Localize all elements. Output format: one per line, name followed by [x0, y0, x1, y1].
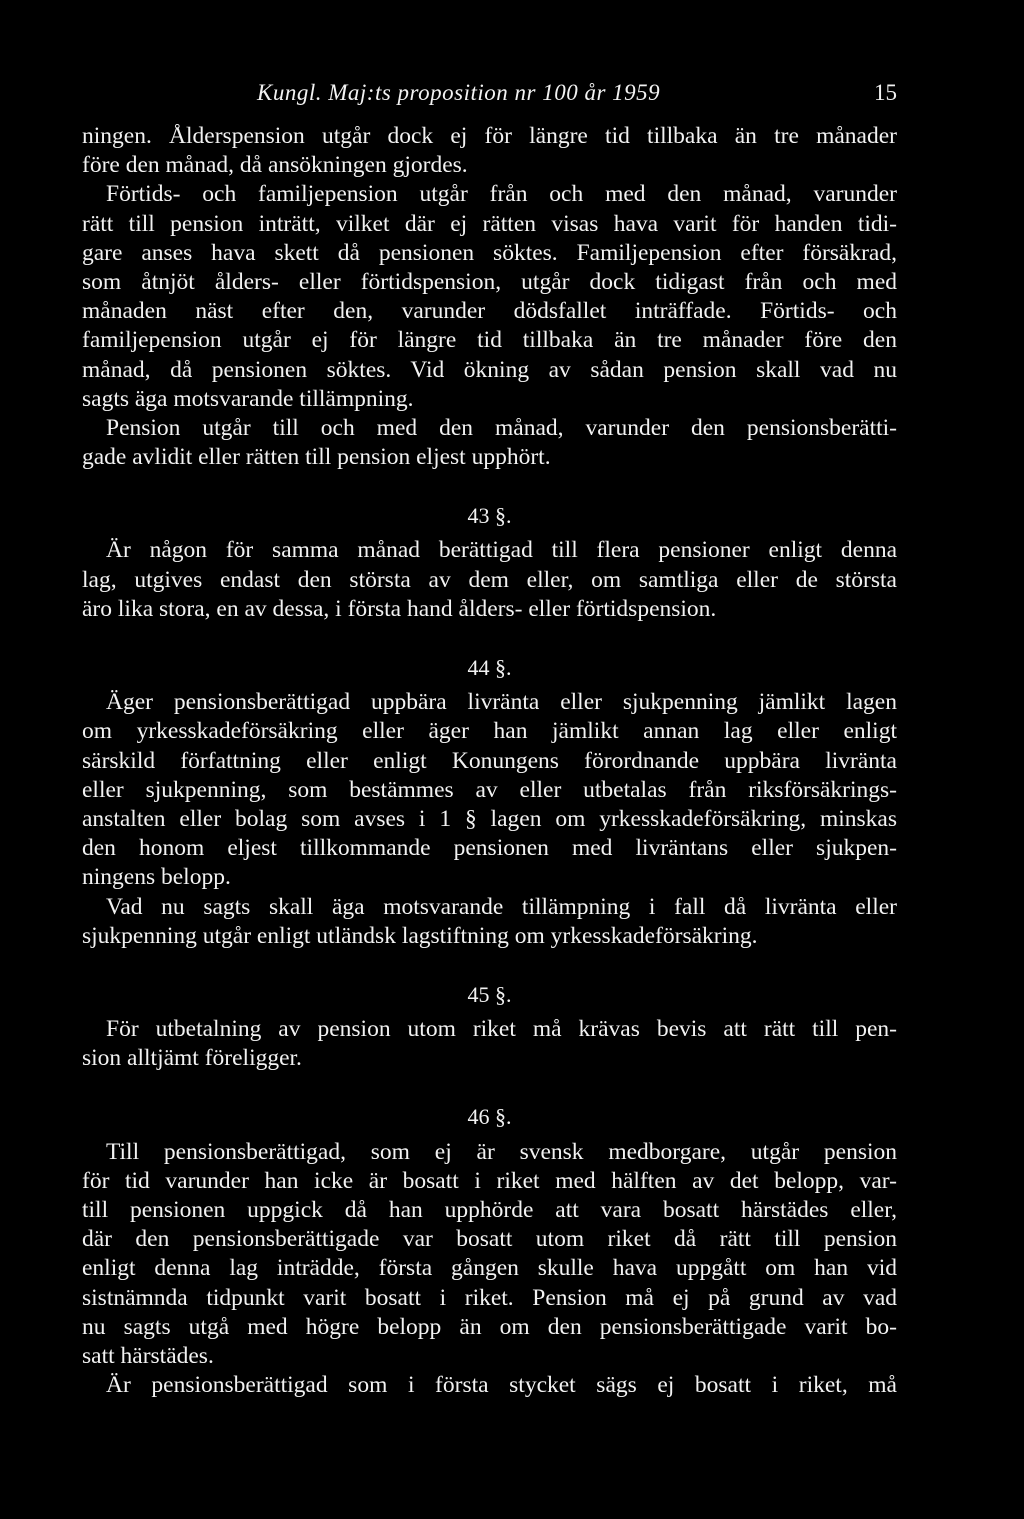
text-line: där den pensionsberättigade var bosatt utom riket då rätt till pension	[82, 1226, 897, 1253]
text-line: sagts äga motsvarande tillämpning.	[82, 385, 414, 412]
text-line: sistnämnda tidpunkt varit bosatt i riket. Pension må ej på grund av vad	[82, 1284, 897, 1311]
body-text	[82, 122, 897, 1400]
text-line: eller sjukpenning, som bestämmes av eller utbetalas från riksförsäkrings-	[82, 776, 897, 803]
text-line: äro lika stora, en av dessa, i första hand ålders- eller förtidspension.	[82, 595, 717, 622]
text-line: månaden näst efter den, varunder dödsfallet inträffade. Förtids- och	[82, 298, 897, 325]
section-heading-45: 45 §.	[467, 981, 512, 1007]
text-line: Äger pensionsberättigad uppbära livränta eller sjukpenning jämlikt lagen	[106, 689, 897, 716]
page-number: 15	[874, 80, 897, 105]
text-line: särskild författning eller enligt Konungens förordnande uppbära livränta	[82, 747, 897, 774]
text-line: som åtnjöt ålders- eller förtidspension, utgår dock tidigast från och med	[82, 268, 897, 295]
text-line: sion alltjämt föreligger.	[82, 1045, 302, 1072]
text-line: familjepension utgår ej för längre tid tillbaka än tre månader före den	[82, 327, 897, 354]
page-header	[82, 80, 897, 114]
text-line: månad, då pensionen söktes. Vid ökning av sådan pension skall vad nu	[82, 356, 897, 383]
running-title: Kungl. Maj:ts proposition nr 100 år 1959	[257, 80, 661, 105]
text-line: sjukpenning utgår enligt utländsk lagstiftning om yrkesskadeförsäkring.	[82, 922, 758, 949]
text-line: Till pensionsberättigad, som ej är svensk medborgare, utgår pension	[106, 1138, 897, 1165]
text-line: För utbetalning av pension utom riket må krävas bevis att rätt till pen-	[106, 1016, 897, 1043]
text-line: lag, utgives endast den största av dem eller, om samtliga eller de största	[82, 566, 897, 593]
text-line: enligt denna lag inträdde, första gången skulle hava uppgått om han vid	[82, 1255, 897, 1282]
text-line: nu sagts utgå med högre belopp än om den pensionsberättigade varit bo-	[82, 1313, 897, 1340]
text-line: Är någon för samma månad berättigad till flera pensioner enligt denna	[106, 537, 897, 564]
text-line: Förtids- och familjepension utgår från och med den månad, varunder	[106, 181, 897, 208]
text-line: rätt till pension inträtt, vilket där ej rätten visas hava varit för handen tidi-	[82, 210, 897, 237]
text-line: om yrkesskadeförsäkring eller äger han jämlikt annan lag eller enligt	[82, 718, 897, 745]
text-line: till pensionen uppgick då han upphörde att vara bosatt härstädes eller,	[82, 1197, 897, 1223]
text-line: före den månad, då ansökningen gjordes.	[82, 152, 468, 179]
text-line: den honom eljest tillkommande pensionen med livräntans eller sjukpen-	[82, 835, 897, 862]
text-line: ningens belopp.	[82, 864, 231, 891]
text-line: för tid varunder han icke är bosatt i riket med hälften av det belopp, var-	[82, 1167, 897, 1194]
text-line: anstalten eller bolag som avses i 1 § lagen om yrkesskadeförsäkring, minskas	[82, 805, 897, 832]
text-line: ningen. Ålderspension utgår dock ej för längre tid tillbaka än tre månader	[82, 123, 897, 149]
section-heading-44: 44 §.	[467, 655, 512, 680]
section-heading-46: 46 §.	[467, 1104, 512, 1130]
text-line: Pension utgår till och med den månad, varunder den pensionsberätti-	[106, 414, 897, 441]
section-heading-43: 43 §.	[467, 503, 512, 529]
text-line: Är pensionsberättigad som i första stycket sägs ej bosatt i riket, må	[106, 1372, 897, 1399]
text-line: gare anses hava skett då pensionen söktes. Familjepension efter försäkrad,	[82, 239, 897, 266]
text-line: gade avlidit eller rätten till pension eljest upphört.	[82, 444, 551, 471]
text-line: Vad nu sagts skall äga motsvarande tillämpning i fall då livränta eller	[106, 893, 897, 920]
text-line: satt härstädes.	[82, 1342, 214, 1369]
